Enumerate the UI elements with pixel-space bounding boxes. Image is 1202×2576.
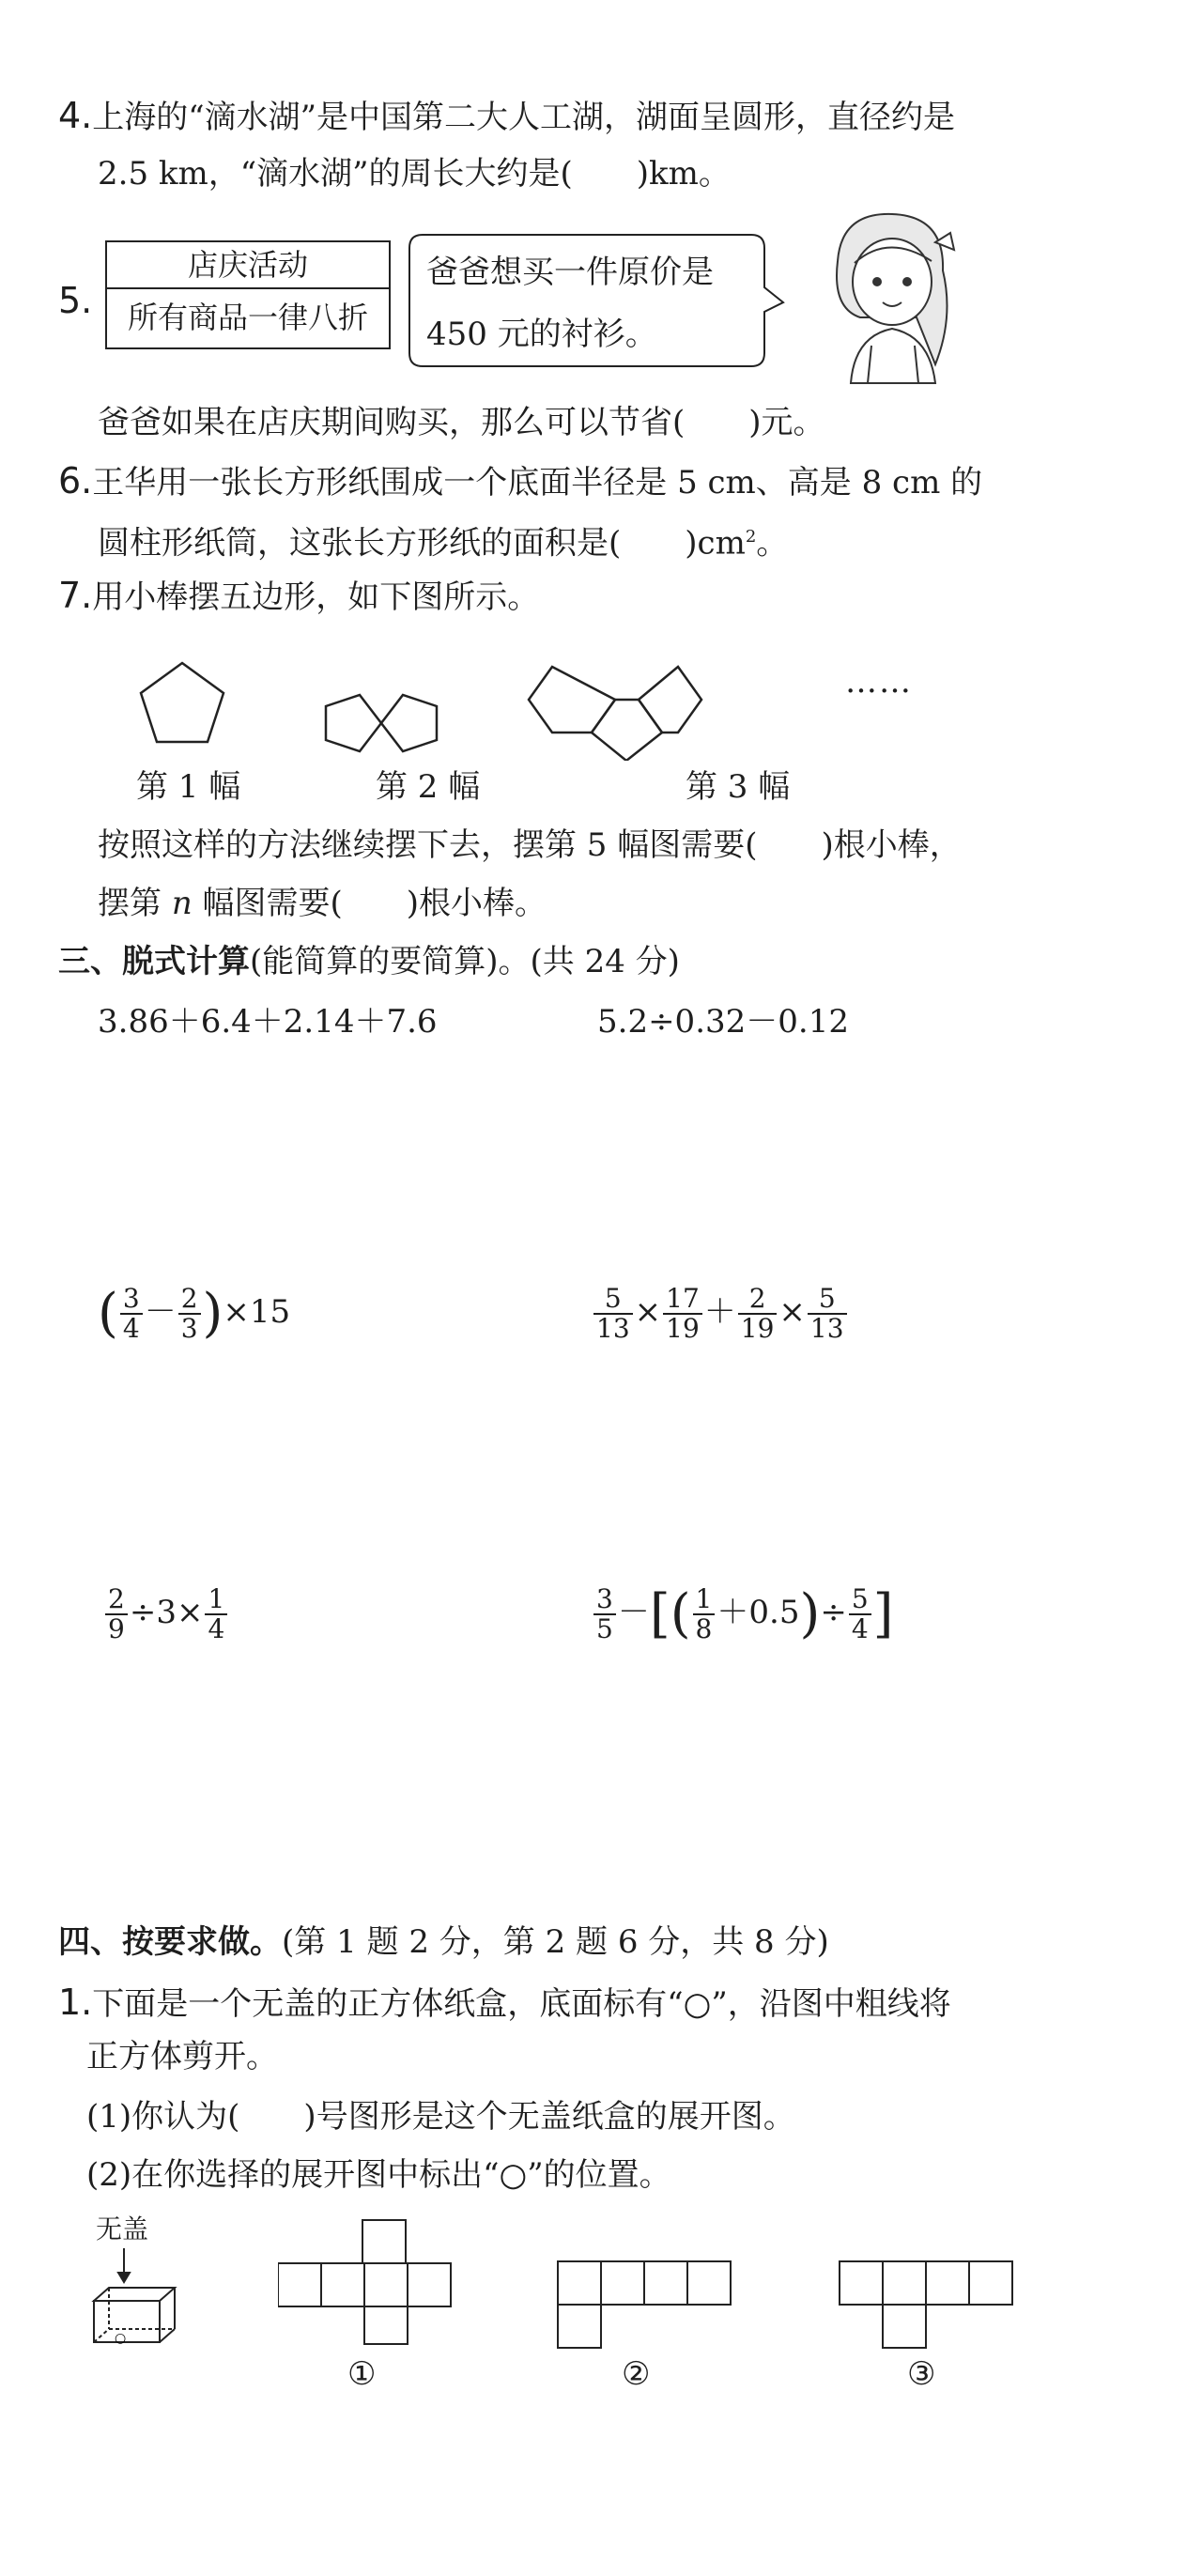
- section4-note: (第 1 题 2 分，第 2 题 6 分，共 8 分): [282, 1923, 829, 1961]
- s4-q1-line2: 正方体剪开。: [86, 2038, 278, 2075]
- numerator: 5: [849, 1585, 871, 1615]
- figure-2-pentagon-a: [326, 695, 381, 751]
- denominator: 3: [180, 1313, 198, 1344]
- q7-line2-post: 幅图需要( )根小棒。: [192, 885, 547, 922]
- figure-1-pentagon: [141, 663, 223, 742]
- numerator: 17: [663, 1285, 702, 1315]
- expr-4: [592, 1285, 849, 1343]
- denominator: 5: [596, 1613, 613, 1644]
- section3-label: 三、脱式计算: [58, 943, 250, 980]
- operator: －: [617, 1594, 650, 1631]
- speech-bubble: [402, 225, 796, 376]
- net-label-2: ②: [622, 2355, 651, 2393]
- s4-sub2: (2)在你选择的展开图中标出“○”的位置。: [86, 2156, 671, 2194]
- figure-label-2: 第 2 幅: [376, 768, 481, 806]
- operator-middle: ＋0.5: [717, 1594, 800, 1631]
- q4-line1: [58, 97, 955, 136]
- promo-text: 所有商品一律八折: [127, 300, 368, 335]
- q6-text-1: 王华用一张长方形纸围成一个底面半径是 5 cm、高是 8 cm 的: [92, 464, 983, 501]
- expr-5: [103, 1585, 229, 1643]
- operator: ×: [778, 1293, 806, 1331]
- operator: ＋: [703, 1293, 736, 1331]
- denominator: 13: [596, 1313, 630, 1344]
- q7-number: 7.: [58, 575, 93, 616]
- variable-n: n: [171, 885, 193, 922]
- denominator: 9: [108, 1613, 125, 1644]
- net-label-1: ①: [347, 2355, 377, 2393]
- operator: ÷: [820, 1594, 847, 1631]
- fraction-3-4: [120, 1285, 143, 1343]
- denominator: 4: [208, 1613, 225, 1644]
- numerator: 1: [693, 1585, 716, 1615]
- figure-2-pentagon-b: [381, 695, 437, 751]
- expr-2: 5.2÷0.32－0.12: [597, 1003, 849, 1041]
- numerator: 3: [120, 1285, 143, 1315]
- q4-number: 4.: [58, 95, 93, 136]
- denominator: 4: [851, 1613, 869, 1644]
- s4-q1-number: 1.: [58, 1982, 93, 2023]
- q7-line2-pre: 摆第: [98, 885, 172, 922]
- paren-right: ): [799, 1583, 821, 1644]
- paren-left: (: [98, 1283, 118, 1344]
- section4-heading: [58, 1923, 829, 1961]
- bracket-left: [: [649, 1583, 670, 1644]
- net-label-3: ③: [907, 2355, 936, 2393]
- expr-1: 3.86＋6.4＋2.14＋7.6: [98, 1003, 438, 1041]
- fraction-5-13-b: [808, 1285, 847, 1343]
- cube-base-mark: ○: [115, 2331, 127, 2346]
- q6-text-3: 。: [756, 524, 789, 563]
- denominator: 19: [740, 1313, 775, 1344]
- figure-3-pentagon-c: [639, 667, 701, 733]
- numerator: 2: [738, 1285, 778, 1315]
- fraction-17-19: [663, 1285, 702, 1343]
- denominator: 4: [122, 1313, 140, 1344]
- fraction-1-8: [693, 1585, 716, 1643]
- q7-question-line2: [98, 885, 547, 922]
- net-2: [554, 2258, 732, 2352]
- figure-3-pentagon-b: [592, 700, 662, 761]
- q6-number: 6.: [58, 460, 93, 501]
- section3-note: (能简算的要简算)。(共 24 分): [250, 943, 680, 980]
- bubble-line2: 450 元的衬衫。: [426, 316, 657, 353]
- q7-question-line1: 按照这样的方法继续摆下去，摆第 5 幅图需要( )根小棒，: [98, 826, 962, 864]
- expr-3: [98, 1285, 290, 1343]
- figure-3-pentagon-a: [529, 667, 615, 733]
- s4-q1-line1: [58, 1983, 951, 2023]
- s4-sub1: (1)你认为( )号图形是这个无盖纸盒的展开图。: [86, 2098, 795, 2136]
- figure-label-3: 第 3 幅: [686, 768, 791, 806]
- numerator: 2: [178, 1285, 201, 1315]
- girl-illustration: [794, 205, 979, 393]
- q5-number: 5.: [58, 280, 93, 321]
- fraction-2-19: [738, 1285, 778, 1343]
- fraction-5-13: [593, 1285, 633, 1343]
- operator: －: [144, 1293, 177, 1331]
- continuation-dots: ……: [845, 663, 913, 701]
- paren-left: (: [670, 1583, 691, 1644]
- denominator: 13: [809, 1313, 844, 1344]
- operator: ×: [634, 1293, 662, 1331]
- q4-line2: 2.5 km，“滴水湖”的周长大约是( )km。: [98, 155, 731, 193]
- fraction-3-5: [593, 1585, 616, 1643]
- s4-q1-text-1: 下面是一个无盖的正方体纸盒，底面标有“○”，沿图中粗线将: [92, 1985, 951, 2023]
- fraction-2-9: [105, 1585, 128, 1643]
- numerator: 5: [808, 1285, 847, 1315]
- bracket-right: ]: [872, 1583, 894, 1644]
- numerator: 1: [205, 1585, 227, 1615]
- section3-heading: [58, 943, 680, 980]
- paren-right: ): [202, 1283, 223, 1344]
- section4-label: 四、按要求做。: [58, 1923, 282, 1961]
- numerator: 2: [105, 1585, 128, 1615]
- fraction-2-3: [178, 1285, 201, 1343]
- q6-superscript: 2: [745, 527, 757, 547]
- store-promo-sign: [105, 240, 391, 349]
- q6-line2: [98, 518, 788, 562]
- open-cube-diagram: [86, 2244, 180, 2348]
- fraction-1-4: [205, 1585, 227, 1643]
- operator-middle: ÷3×: [129, 1594, 204, 1631]
- q4-text-1: 上海的“滴水湖”是中国第二大人工湖，湖面呈圆形，直径约是: [92, 99, 956, 136]
- q5-question: 爸爸如果在店庆期间购买，那么可以节省( )元。: [98, 404, 825, 441]
- net-3: [836, 2258, 1014, 2352]
- figure-label-1: 第 1 幅: [136, 768, 241, 806]
- q7-intro: 用小棒摆五边形，如下图所示。: [92, 578, 540, 616]
- operator-tail: ×15: [223, 1293, 291, 1331]
- expr-6: [592, 1585, 894, 1643]
- q7-intro-line: [58, 577, 539, 616]
- cube-label: 无盖: [96, 2214, 149, 2244]
- q6-text-2: 圆柱形纸筒，这张长方形纸的面积是( )cm: [98, 524, 746, 563]
- numerator: 5: [593, 1285, 633, 1315]
- denominator: 8: [695, 1613, 713, 1644]
- denominator: 19: [666, 1313, 700, 1344]
- numerator: 3: [593, 1585, 616, 1615]
- q6-line1: [58, 462, 982, 501]
- net-1: [278, 2216, 466, 2348]
- fraction-5-4: [849, 1585, 871, 1643]
- bubble-line1: 爸爸想买一件原价是: [426, 254, 714, 291]
- promo-title: 店庆活动: [107, 242, 389, 289]
